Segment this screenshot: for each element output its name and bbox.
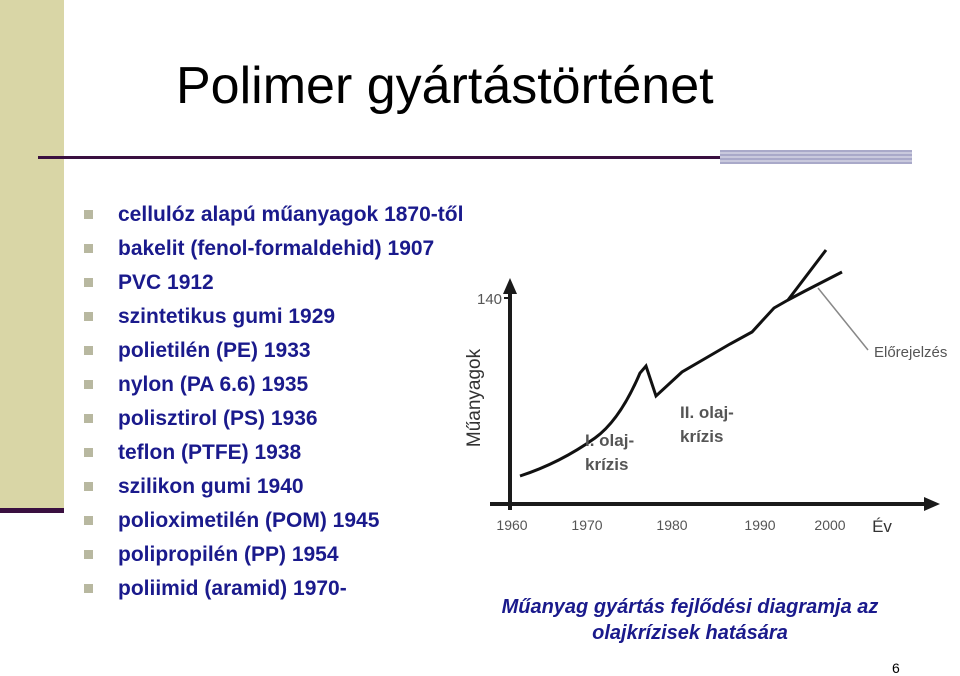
bullet-text: poliimid (aramid) 1970- [118, 577, 347, 600]
crisis-1-annotation-line2: krízis [585, 455, 629, 474]
bullet-text: polipropilén (PP) 1954 [118, 543, 339, 566]
bullet-text: szilikon gumi 1940 [118, 475, 304, 498]
slide-title: Polimer gyártástörténet [176, 57, 714, 115]
forecast-pointer-line [818, 288, 868, 350]
y-axis-label: Műanyagok [464, 348, 485, 448]
x-tick-label: 1990 [744, 517, 776, 533]
x-tick-label: 2000 [814, 517, 846, 533]
bullet-text: nylon (PA 6.6) 1935 [118, 373, 309, 396]
bullet-text: polietilén (PE) 1933 [118, 339, 311, 362]
production-curve [520, 250, 826, 476]
square-bullet-icon [84, 516, 93, 525]
title-underline [38, 156, 720, 159]
left-decorative-rule [0, 508, 64, 513]
bullet-item [84, 438, 464, 467]
figure-caption-line1: Műanyag gyártás fejlődési diagramja az [501, 596, 879, 618]
x-tick-label: 1970 [571, 517, 603, 533]
bullet-item [84, 302, 464, 331]
bullet-item [84, 268, 464, 297]
x-axis-arrow-icon [924, 497, 940, 511]
figure-caption [450, 594, 930, 646]
production-diagram-svg [450, 248, 960, 540]
square-bullet-icon [84, 278, 93, 287]
square-bullet-icon [84, 482, 93, 491]
bullet-item [84, 506, 464, 535]
square-bullet-icon [84, 244, 93, 253]
bullet-item [84, 234, 464, 263]
square-bullet-icon [84, 448, 93, 457]
square-bullet-icon [84, 210, 93, 219]
square-bullet-icon [84, 312, 93, 321]
square-bullet-icon [84, 584, 93, 593]
square-bullet-icon [84, 550, 93, 559]
bullet-item [84, 200, 464, 229]
crisis-1-annotation-line1: I. olaj- [585, 431, 635, 450]
square-bullet-icon [84, 346, 93, 355]
bullet-item [84, 472, 464, 501]
x-tick-label: 1980 [656, 517, 688, 533]
bullet-text: teflon (PTFE) 1938 [118, 441, 302, 464]
square-bullet-icon [84, 380, 93, 389]
page-number: 6 [892, 660, 900, 676]
figure-caption-line2: olajkrízisek hatására [592, 622, 788, 644]
production-diagram [450, 248, 960, 540]
x-axis-label: Év [872, 517, 892, 536]
y-tick-label: 140 [477, 291, 503, 308]
bullet-item [84, 370, 464, 399]
x-tick-label: 1960 [496, 517, 528, 533]
bullet-text: polisztirol (PS) 1936 [118, 407, 318, 430]
bullet-text: bakelit (fenol-formaldehid) 1907 [118, 237, 435, 260]
bullet-text: szintetikus gumi 1929 [118, 305, 336, 328]
bullet-item [84, 404, 464, 433]
bullet-item [84, 336, 464, 365]
bullet-item [84, 540, 464, 569]
bullet-list [84, 200, 464, 608]
crisis-2-annotation-line1: II. olaj- [680, 403, 734, 422]
crisis-2-annotation-line2: krízis [680, 427, 724, 446]
forecast-curve [788, 272, 842, 300]
bullet-text: PVC 1912 [118, 271, 214, 294]
title-underline-accent [720, 150, 912, 164]
bullet-text: cellulóz alapú műanyagok 1870-től [118, 203, 464, 226]
left-decorative-band [0, 0, 64, 510]
bullet-text: polioximetilén (POM) 1945 [118, 509, 380, 532]
square-bullet-icon [84, 414, 93, 423]
y-axis-arrow-icon [503, 278, 517, 294]
bullet-item [84, 574, 464, 603]
forecast-annotation: Előrejelzés [874, 344, 948, 361]
